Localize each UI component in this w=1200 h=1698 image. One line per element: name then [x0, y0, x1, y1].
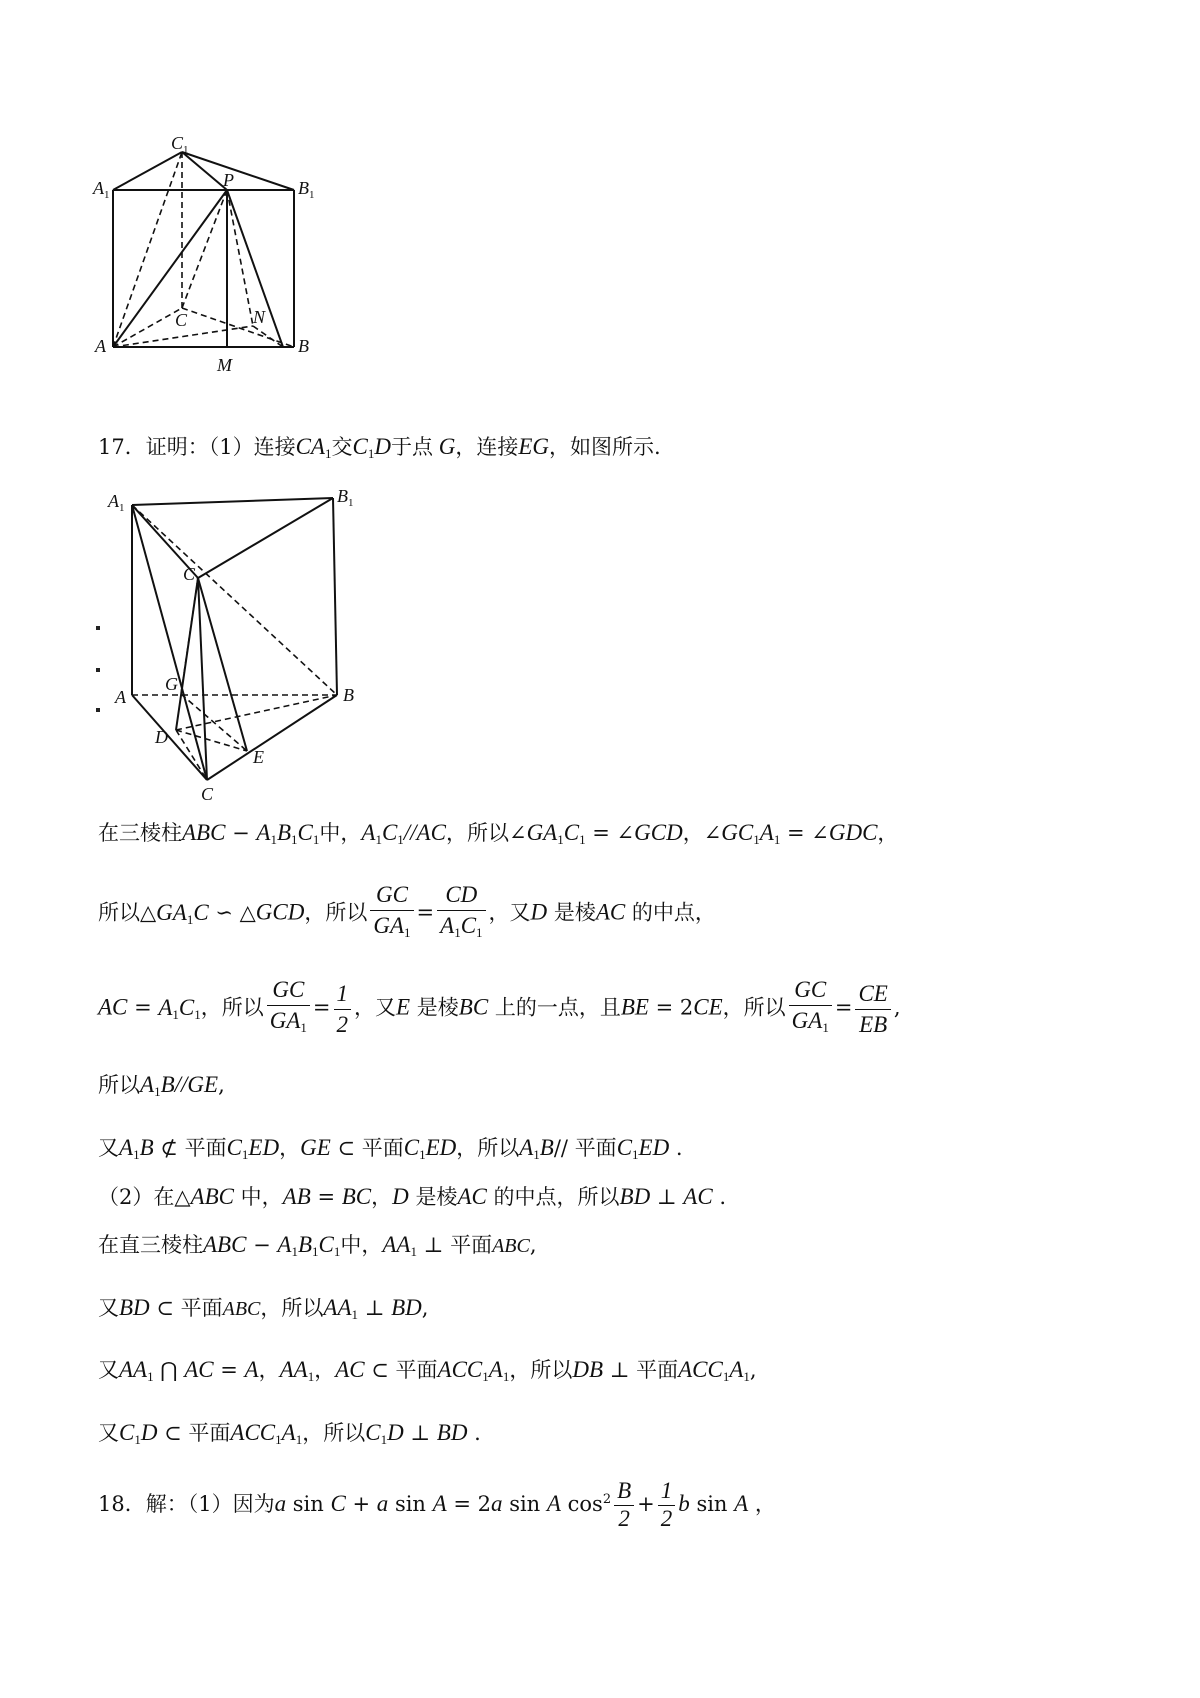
label-p: P: [223, 170, 234, 190]
label-c: C: [201, 784, 214, 804]
label-n: N: [253, 307, 266, 327]
proof-line-2: 在三棱柱ABC − $A_1B_1C_1$中，$A_1C_1//AC$，所以$\angle GA_1C_1$ = ∠GCD，$\angle GC_1A_1$ = ∠GDC，: [98, 820, 899, 847]
label-e: E: [253, 747, 264, 767]
proof-line-3: 所以$\triangle GA_1C$ ∽ △GCD，所以 $\frac{GC}{GA_1}$ = $\frac{CD}{A_1C_1}$ ，又D 是棱AC 的中点，: [98, 882, 716, 940]
q17-line: 17．证明：（1）连接$CA_1$交$C_1D$于点 G，连接EG，如图所示.: [98, 434, 661, 461]
label-d: D: [155, 727, 168, 747]
proof-line-8: 在直三棱柱ABC − $A_1B_1C_1$中，$AA_1$ ⊥ 平面ABC,: [98, 1232, 537, 1259]
margin-dot: [96, 626, 100, 630]
label-b1: $B_1$: [298, 178, 315, 201]
label-c1: $C_1$: [171, 133, 189, 156]
label-a: A: [115, 687, 126, 707]
label-b1: $B_1$: [337, 486, 354, 509]
label-b: B: [298, 336, 309, 356]
label-a1: $A_1$: [108, 491, 125, 514]
figure-prism-g-svg: [105, 486, 385, 804]
proof-line-6: 又$A_1B$ ⊄ 平面$C_1ED$，GE ⊂ 平面$C_1ED$，所以$A_1B//$ 平面$C_1ED$ .: [98, 1135, 683, 1162]
q17-part2-line: （2）在△ABC 中，AB = BC，D 是棱AC 的中点，所以BD ⊥ AC .: [98, 1184, 727, 1209]
label-b: B: [343, 685, 354, 705]
q18-line: 18．解：（1）因为a sin C + a sin A = 2a sin A $\cos^2$ $\frac{B}{2}$ + $\frac{1}{2}$ b sin A ，: [98, 1478, 776, 1531]
label-c1: $C_1$: [183, 564, 201, 587]
label-c: C: [175, 310, 188, 330]
proof-line-5: 所以$A_1B//GE$,: [98, 1072, 225, 1099]
figure-prism-g: [105, 486, 385, 804]
label-a: A: [95, 336, 106, 356]
proof-line-11: 又$C_1D$ ⊂ 平面$ACC_1A_1$，所以$C_1D$ ⊥ BD .: [98, 1420, 481, 1447]
proof-line-4: AC = $A_1C_1$，所以 $\frac{GC}{GA_1}$ = $\frac{1}{2}$ ，又E 是棱BC 上的一点，且BE = 2CE，所以 $\frac{GC}{GA_1}$ = $\frac{CE}{EB}$ ,: [98, 977, 901, 1037]
figure-prism-p-svg: [93, 133, 335, 380]
figure-prism-p: [93, 133, 335, 380]
proof-line-9: 又BD ⊂ 平面ABC，所以$AA_1$ ⊥ BD,: [98, 1295, 429, 1322]
margin-dot: [96, 668, 100, 672]
proof-line-10: 又$AA_1$ ⋂ AC = A，$AA_1$，AC ⊂ 平面$ACC_1A_1$，所以DB ⊥ 平面$ACC_1A_1$,: [98, 1357, 757, 1384]
label-g: G: [165, 674, 178, 694]
label-m: M: [217, 355, 232, 375]
label-a1: $A_1$: [93, 178, 110, 201]
margin-dot: [96, 708, 100, 712]
